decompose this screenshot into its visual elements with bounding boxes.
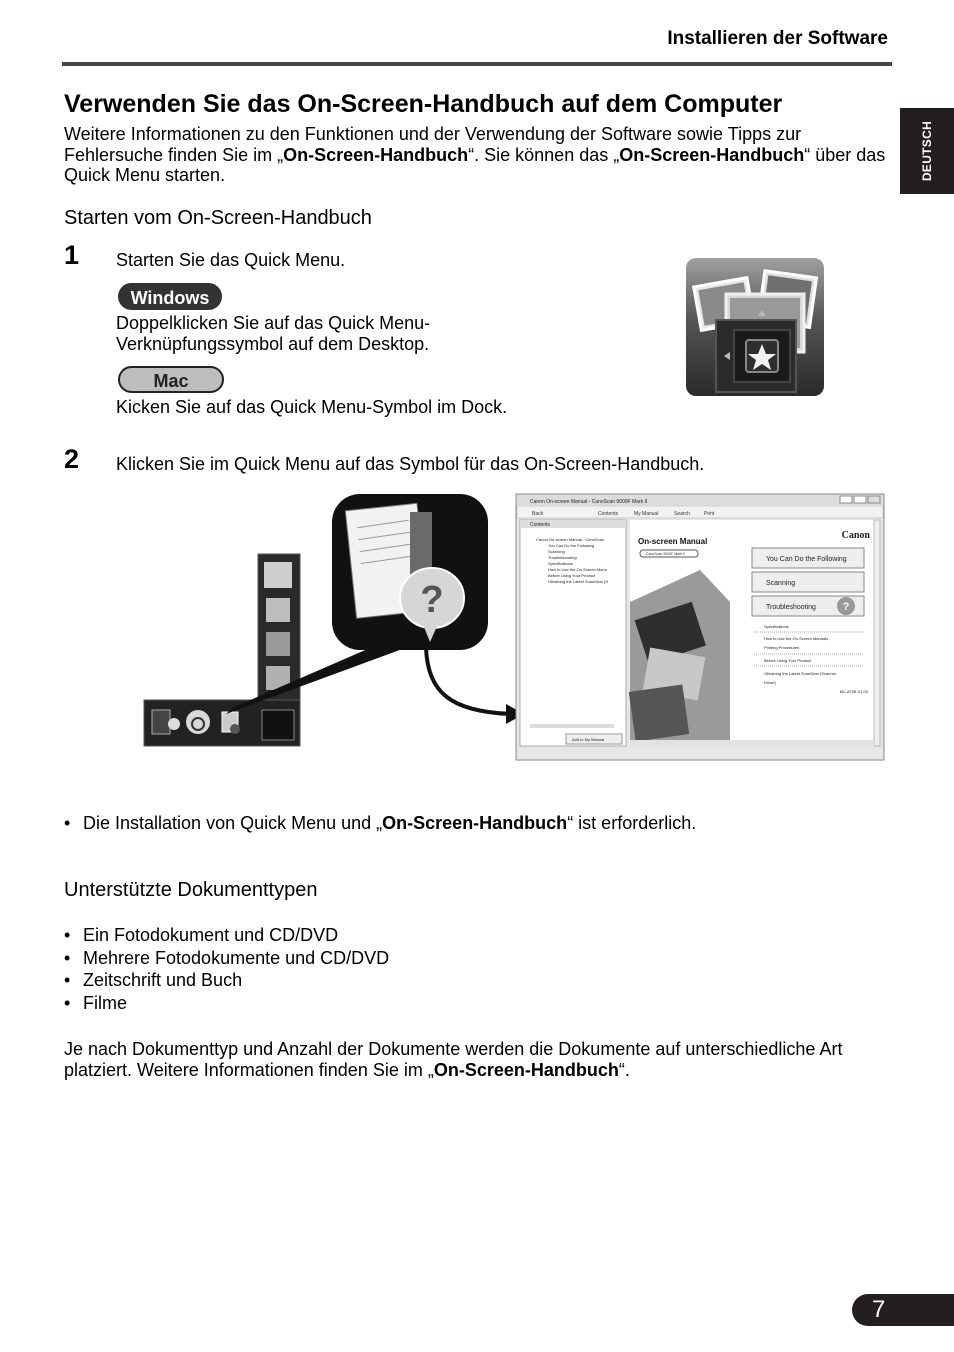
step-1-text: Starten Sie das Quick Menu.	[116, 250, 346, 270]
svg-text:Back: Back	[532, 511, 544, 517]
svg-text:Driver): Driver)	[764, 680, 776, 685]
svg-text:Scanning: Scanning	[548, 549, 565, 554]
mac-badge: Mac	[118, 366, 224, 393]
svg-text:Contents: Contents	[598, 511, 619, 517]
quick-menu-icon	[686, 258, 824, 396]
svg-text:Printing Procedures: Printing Procedures	[764, 645, 800, 650]
header-rule	[62, 62, 892, 66]
svg-text:Obtaining the Latest ScanGear: Obtaining the Latest ScanGear (Scanner	[764, 671, 837, 676]
page-title: Verwenden Sie das On-Screen-Handbuch auf dem Computer	[64, 90, 783, 118]
windows-badge: Windows	[118, 283, 222, 310]
svg-text:Specifications: Specifications	[548, 561, 573, 566]
svg-text:MC-8796-V1.00: MC-8796-V1.00	[839, 689, 868, 694]
language-tab	[900, 108, 954, 194]
closing-paragraph: Je nach Dokumenttyp und Anzahl der Dokumente werden die Dokumente auf unterschiedliche Art platziert. Weitere Informationen finden Sie im „On-Screen-Handbuch“.	[64, 1039, 843, 1080]
page-number: 7	[872, 1296, 886, 1323]
svg-text:Before Using Your Product: Before Using Your Product	[764, 658, 812, 663]
svg-text:Troubleshooting: Troubleshooting	[548, 555, 577, 560]
svg-text:My Manual: My Manual	[634, 511, 659, 517]
svg-text:Canon On-screen Manual - CanoS: Canon On-screen Manual - CanoScan	[536, 537, 605, 542]
svg-text:Add to My Manual: Add to My Manual	[572, 737, 605, 742]
svg-text:Search: Search	[674, 511, 690, 517]
svg-text:?: ?	[842, 601, 850, 613]
section-heading-start: Starten vom On-Screen-Handbuch	[64, 207, 372, 229]
mac-instruction: Kicken Sie auf das Quick Menu-Symbol im Dock.	[116, 397, 508, 417]
quick-menu-screenshot	[140, 492, 886, 762]
intro-paragraph: Weitere Informationen zu den Funktionen und der Verwendung der Software sowie Tipps zur Fehlersuche finden Sie im „On-Screen-Handbuch“. Sie können das „On-Screen-Handbuch“ über das Quick Menu starten.	[64, 124, 886, 185]
page-number-tab	[852, 1294, 954, 1326]
svg-text:Contents: Contents	[530, 522, 551, 528]
language-label: DEUTSCH	[920, 120, 934, 182]
list-item: • Mehrere Fotodokumente und CD/DVD	[64, 948, 390, 968]
list-item: • Ein Fotodokument und CD/DVD	[64, 925, 339, 945]
svg-text:On-screen Manual: On-screen Manual	[638, 537, 708, 546]
list-item: • Zeitschrift und Buch	[64, 970, 243, 990]
step-2-number: 2	[64, 444, 80, 474]
list-item: • Filme	[64, 993, 127, 1013]
svg-text:You Can Do the Following: You Can Do the Following	[766, 556, 847, 563]
svg-text:Obtaining the Latest ScanGear: Obtaining the Latest ScanGear (S	[548, 579, 609, 584]
svg-text:Scanning: Scanning	[766, 580, 796, 587]
step-2-text: Klicken Sie im Quick Menu auf das Symbol für das On-Screen-Handbuch.	[116, 454, 705, 474]
svg-text:Canon: Canon	[841, 530, 870, 541]
svg-text:You Can Do the Following: You Can Do the Following	[548, 543, 595, 548]
svg-text:Specifications: Specifications	[764, 624, 789, 629]
svg-text:CanoScan 9000F Mark II: CanoScan 9000F Mark II	[646, 552, 685, 556]
section-heading-document-types: Unterstützte Dokumenttypen	[64, 879, 318, 901]
svg-text:How to Use the On-Screen Manu: How to Use the On-Screen Manu	[548, 567, 607, 572]
section-header: Installieren der Software	[667, 28, 888, 49]
svg-text:Before Using Your Product: Before Using Your Product	[548, 573, 596, 578]
requirement-note: • Die Installation von Quick Menu und „On-Screen-Handbuch“ ist erforderlich.	[64, 813, 697, 833]
windows-instruction-2: Verknüpfungssymbol auf dem Desktop.	[116, 334, 430, 354]
step-1-number: 1	[64, 240, 80, 270]
windows-instruction-1: Doppelklicken Sie auf das Quick Menu-	[116, 313, 431, 333]
window-title: Canon On-screen Manual - CanoScan 9000F Mark II	[530, 499, 648, 505]
svg-text:?: ?	[420, 579, 444, 621]
svg-text:Troubleshooting: Troubleshooting	[766, 604, 816, 611]
svg-text:Print: Print	[704, 511, 715, 517]
svg-text:How to Use the On-Screen Manua: How to Use the On-Screen Manuals,	[764, 636, 830, 641]
